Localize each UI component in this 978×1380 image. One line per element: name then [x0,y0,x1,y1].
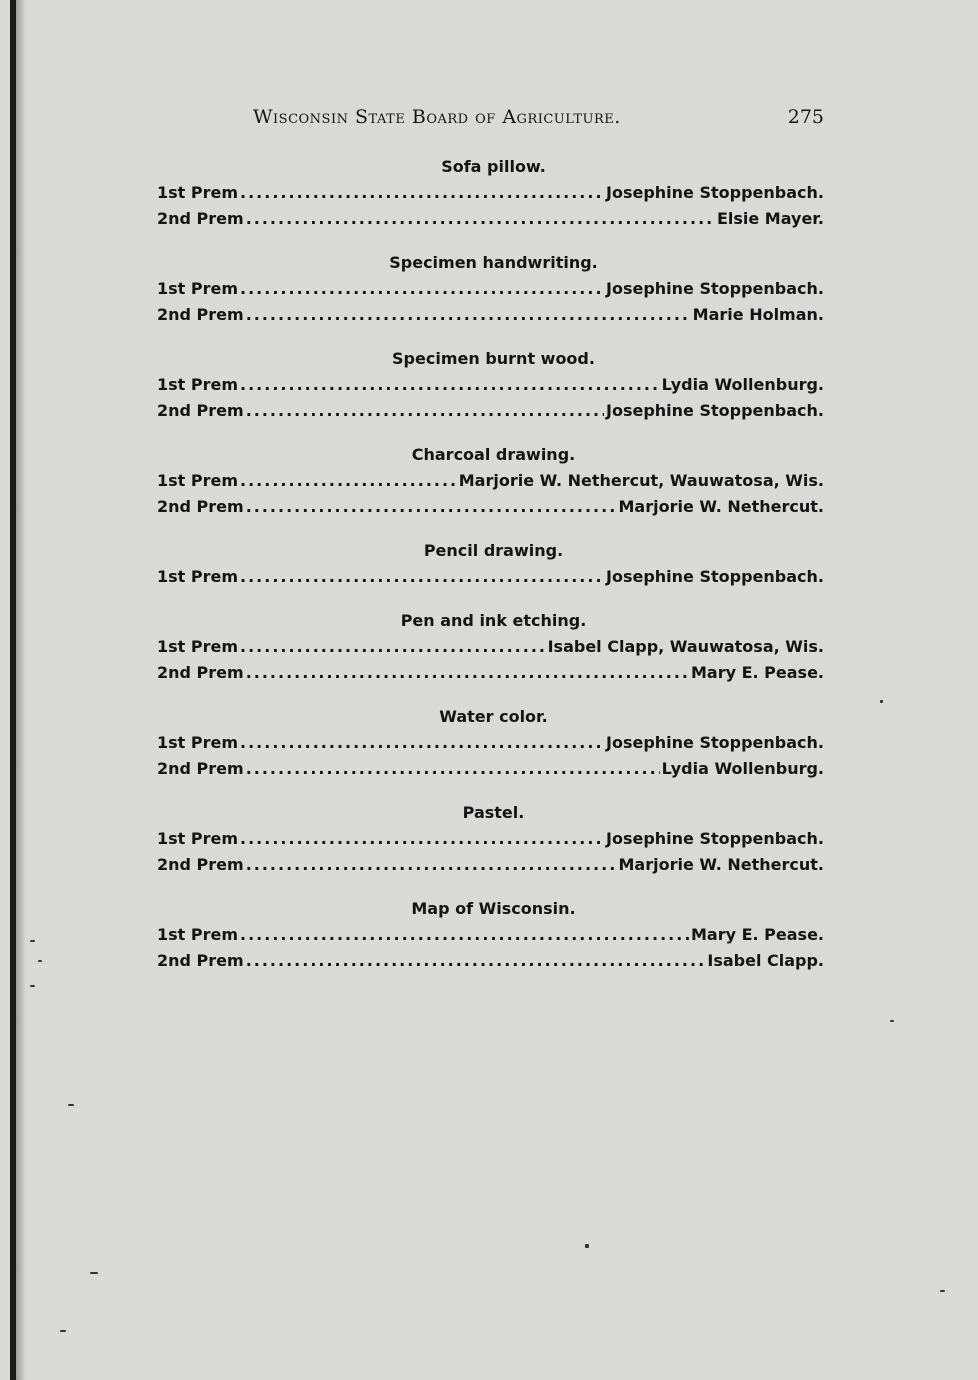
winner-name: Josephine Stoppenbach. [606,183,824,202]
winner-name: Mary E. Pease. [690,925,824,944]
dot-leader [240,826,604,852]
section-pen-and-ink-etching [157,608,824,686]
scan-speck [38,960,42,962]
premium-label: 1st Prem [157,375,239,394]
dot-leader [240,922,689,948]
running-title: Wisconsin State Board of Agriculture. [253,106,621,128]
section-title: Map of Wisconsin. [411,899,576,918]
dot-leader [246,756,660,782]
dot-leader [246,660,689,686]
dot-leader [246,206,715,232]
winner-name: Marie Holman. [692,305,824,324]
award-row [157,730,824,756]
document-page [157,104,824,974]
section-title: Sofa pillow. [441,157,546,176]
award-row [157,756,824,782]
premium-label: 2nd Prem [157,305,244,324]
premium-label: 1st Prem [157,829,239,848]
scan-speck [68,1104,74,1106]
scan-speck [940,1290,945,1292]
section-specimen-handwriting [157,250,824,328]
dot-leader [240,468,457,494]
award-row [157,494,824,520]
winner-name: Lydia Wollenburg. [661,375,824,394]
award-row [157,660,824,686]
section-charcoal-drawing [157,442,824,520]
premium-label: 1st Prem [157,183,239,202]
dot-leader [240,276,604,302]
winner-name: Josephine Stoppenbach. [606,279,824,298]
scan-speck [30,940,35,942]
page-header [157,104,824,136]
winner-name: Marjorie W. Nethercut. [618,497,824,516]
dot-leader [246,302,691,328]
premium-label: 2nd Prem [157,401,244,420]
section-title: Specimen handwriting. [389,253,598,272]
award-row [157,206,824,232]
section-title: Charcoal drawing. [411,445,576,464]
premium-label: 1st Prem [157,279,239,298]
page-binding-shadow [16,0,26,1380]
section-map-of-wisconsin [157,896,824,974]
premium-label: 1st Prem [157,567,239,586]
dot-leader [240,730,604,756]
premium-label: 2nd Prem [157,209,244,228]
premium-label: 1st Prem [157,925,239,944]
premium-label: 1st Prem [157,471,239,490]
award-row [157,852,824,878]
scan-speck [890,1020,894,1022]
premium-label: 2nd Prem [157,663,244,682]
scan-speck [30,985,35,987]
award-row [157,922,824,948]
winner-name: Josephine Stoppenbach. [606,401,824,420]
award-row [157,180,824,206]
premium-label: 2nd Prem [157,497,244,516]
award-row [157,564,824,590]
section-water-color [157,704,824,782]
winner-name: Josephine Stoppenbach. [606,733,824,752]
section-title: Pencil drawing. [423,541,564,560]
winner-name: Mary E. Pease. [690,663,824,682]
winner-name: Isabel Clapp. [707,951,824,970]
scan-speck [880,700,883,703]
section-pastel [157,800,824,878]
page-number: 275 [787,106,824,128]
section-pencil-drawing [157,538,824,590]
dot-leader [240,372,660,398]
scan-speck [90,1272,98,1274]
dot-leader [240,634,546,660]
dot-leader [246,494,617,520]
section-title: Pastel. [462,803,525,822]
premium-label: 2nd Prem [157,951,244,970]
award-row [157,276,824,302]
award-row [157,948,824,974]
section-title: Water color. [439,707,548,726]
scan-speck [60,1330,66,1332]
section-specimen-burnt-wood [157,346,824,424]
award-row [157,398,824,424]
award-row [157,302,824,328]
winner-name: Elsie Mayer. [716,209,824,228]
dot-leader [246,852,617,878]
winner-name: Marjorie W. Nethercut. [618,855,824,874]
winner-name: Isabel Clapp, Wauwatosa, Wis. [547,637,824,656]
dot-leader [240,564,604,590]
winner-name: Josephine Stoppenbach. [606,567,824,586]
award-row [157,468,824,494]
dot-leader [246,948,706,974]
award-row [157,634,824,660]
dot-leader [246,398,604,424]
scan-speck [585,1244,589,1248]
section-title: Pen and ink etching. [400,611,587,630]
award-row [157,826,824,852]
premium-label: 2nd Prem [157,855,244,874]
dot-leader [240,180,604,206]
section-title: Specimen burnt wood. [392,349,595,368]
winner-name: Lydia Wollenburg. [661,759,824,778]
award-row [157,372,824,398]
premium-label: 2nd Prem [157,759,244,778]
premium-label: 1st Prem [157,637,239,656]
premium-label: 1st Prem [157,733,239,752]
winner-name: Marjorie W. Nethercut, Wauwatosa, Wis. [458,471,824,490]
winner-name: Josephine Stoppenbach. [606,829,824,848]
section-sofa-pillow [157,154,824,232]
